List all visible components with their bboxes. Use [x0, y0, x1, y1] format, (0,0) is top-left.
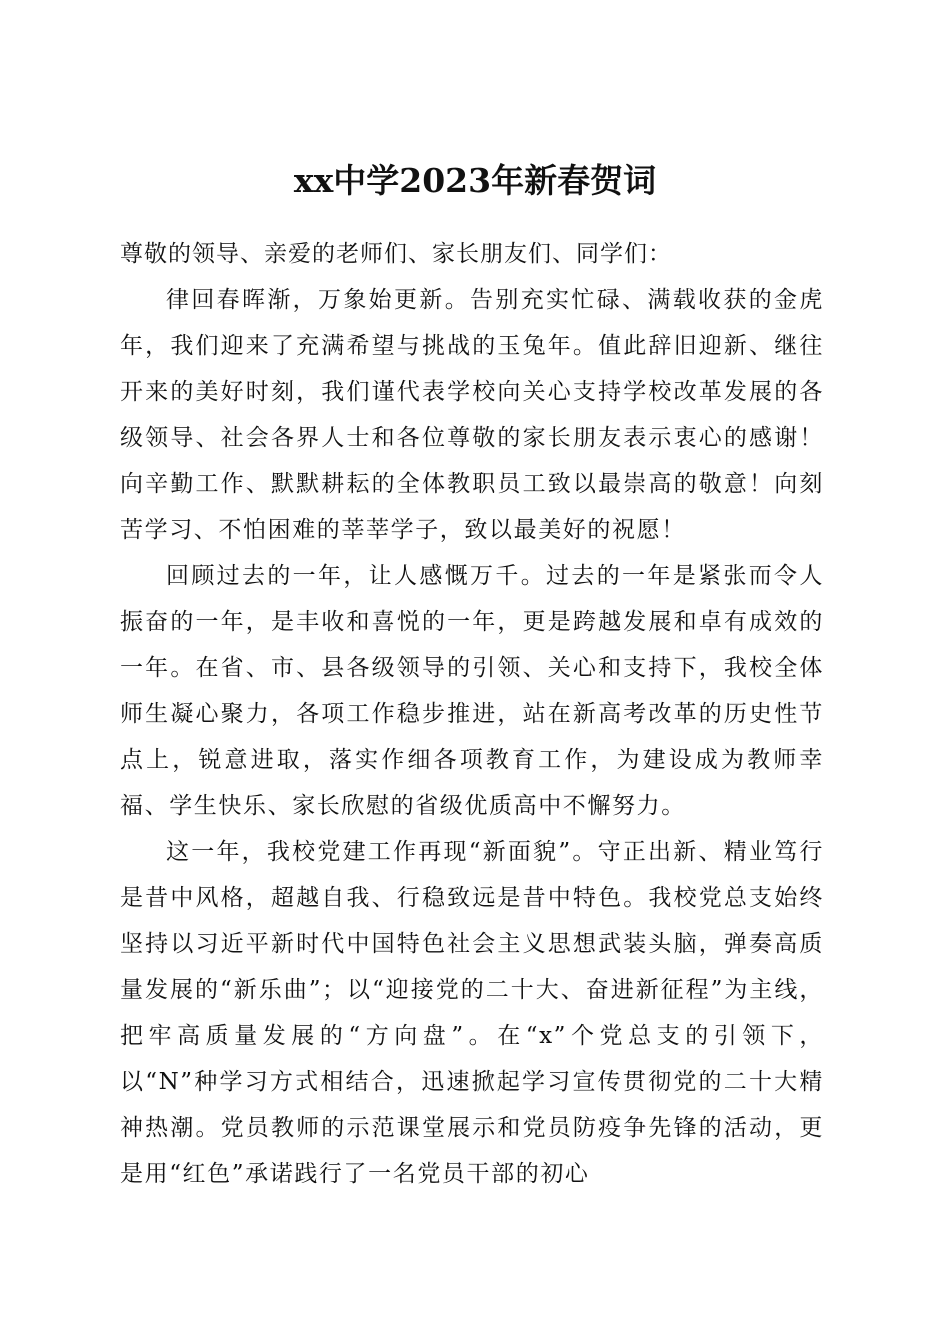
- document-body: [120, 231, 824, 1197]
- document-title: xx中学2023年新春贺词: [293, 161, 657, 201]
- salutation: 尊敬的领导、亲爱的老师们、家长朋友们、同学们：: [120, 241, 672, 267]
- paragraph-3: 这一年，我校党建工作再现“新面貌”。守正出新、精业笃行是昔中风格，超越自我、行稳致远是昔中特色。我校党总支始终坚持以习近平新时代中国特色社会主义思想武装头脑，弹奏高质量发展的“新乐曲”；以“迎接党的二十大、奋进新征程”为主线，把牢高质量发展的“方向盘”。在“x”个党总支的引领下，以“N”种学习方式相结合，迅速掀起学习宣传贯彻党的二十大精神热潮。党员教师的示范课堂展示和党员防疫争先锋的活动，更是用“红色”承诺践行了一名党员干部的初心: [120, 839, 824, 1187]
- paragraph-1: 律回春晖渐，万象始更新。告别充实忙碌、满载收获的金虎年，我们迎来了充满希望与挑战的玉兔年。值此辞旧迎新、继往开来的美好时刻，我们谨代表学校向关心支持学校改革发展的各级领导、社会各界人士和各位尊敬的家长朋友表示衷心的感谢！向辛勤工作、默默耕耘的全体教职员工致以最崇高的敬意！向刻苦学习、不怕困难的莘莘学子，致以最美好的祝愿！: [120, 287, 824, 543]
- paragraph-2: 回顾过去的一年，让人感慨万千。过去的一年是紧张而令人振奋的一年，是丰收和喜悦的一年，更是跨越发展和卓有成效的一年。在省、市、县各级领导的引领、关心和支持下，我校全体师生凝心聚力，各项工作稳步推进，站在新高考改革的历史性节点上，锐意进取，落实作细各项教育工作，为建设成为教师幸福、学生快乐、家长欣慰的省级优质高中不懈努力。: [120, 563, 824, 819]
